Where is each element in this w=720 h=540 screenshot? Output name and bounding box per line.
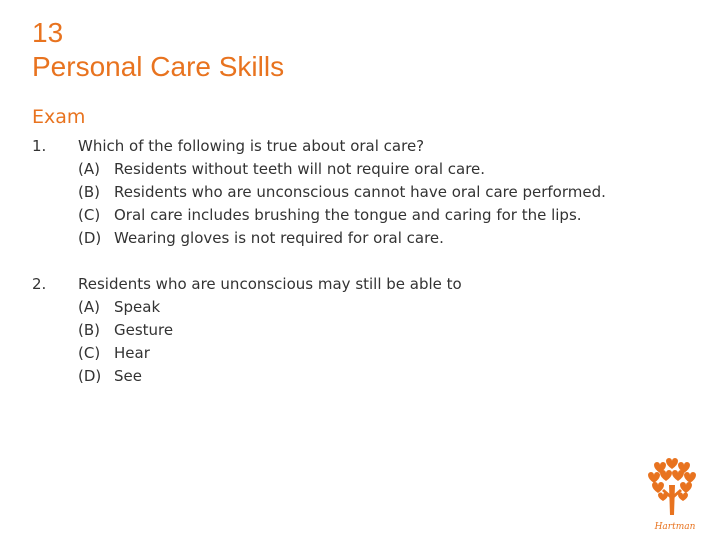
answer-option — [78, 319, 692, 342]
question-text: Residents who are unconscious may still be able to — [78, 275, 462, 293]
option-text: Wearing gloves is not required for oral care. — [114, 229, 444, 247]
option-letter: (A) — [78, 298, 100, 316]
chapter-title: Personal Care Skills — [32, 51, 285, 82]
question-number: 1. — [32, 137, 47, 155]
option-letter: (B) — [78, 183, 100, 201]
answer-option — [78, 204, 692, 227]
option-text: Gesture — [114, 321, 174, 339]
answer-option — [78, 227, 692, 250]
question-body — [78, 135, 692, 250]
question-list — [32, 135, 692, 411]
question-2 — [32, 273, 692, 388]
answer-option — [78, 365, 692, 388]
option-letter: (D) — [78, 229, 102, 247]
option-letter: (C) — [78, 344, 101, 362]
option-text: Hear — [114, 344, 150, 362]
option-letter: (D) — [78, 367, 102, 385]
option-text: See — [114, 367, 142, 385]
question-1 — [32, 135, 692, 250]
heart-tree-logo-icon — [640, 455, 710, 535]
hartman-logo — [640, 455, 710, 535]
question-body — [78, 273, 692, 388]
option-text: Oral care includes brushing the tongue and caring for the lips. — [114, 206, 582, 224]
slide-title — [32, 16, 284, 84]
chapter-number: 13 — [32, 17, 64, 48]
answer-option — [78, 296, 692, 319]
option-text: Residents who are unconscious cannot have oral care performed. — [114, 183, 606, 201]
answer-option — [78, 342, 692, 365]
option-text: Residents without teeth will not require oral care. — [114, 160, 486, 178]
section-heading: Exam — [32, 106, 86, 128]
question-text: Which of the following is true about oral care? — [78, 137, 425, 155]
option-text: Speak — [114, 298, 161, 316]
option-letter: (C) — [78, 206, 101, 224]
option-letter: (B) — [78, 321, 100, 339]
option-letter: (A) — [78, 160, 100, 178]
answer-option — [78, 181, 692, 204]
question-number: 2. — [32, 275, 47, 293]
logo-wordmark: Hartman — [654, 522, 696, 532]
answer-option — [78, 158, 692, 181]
